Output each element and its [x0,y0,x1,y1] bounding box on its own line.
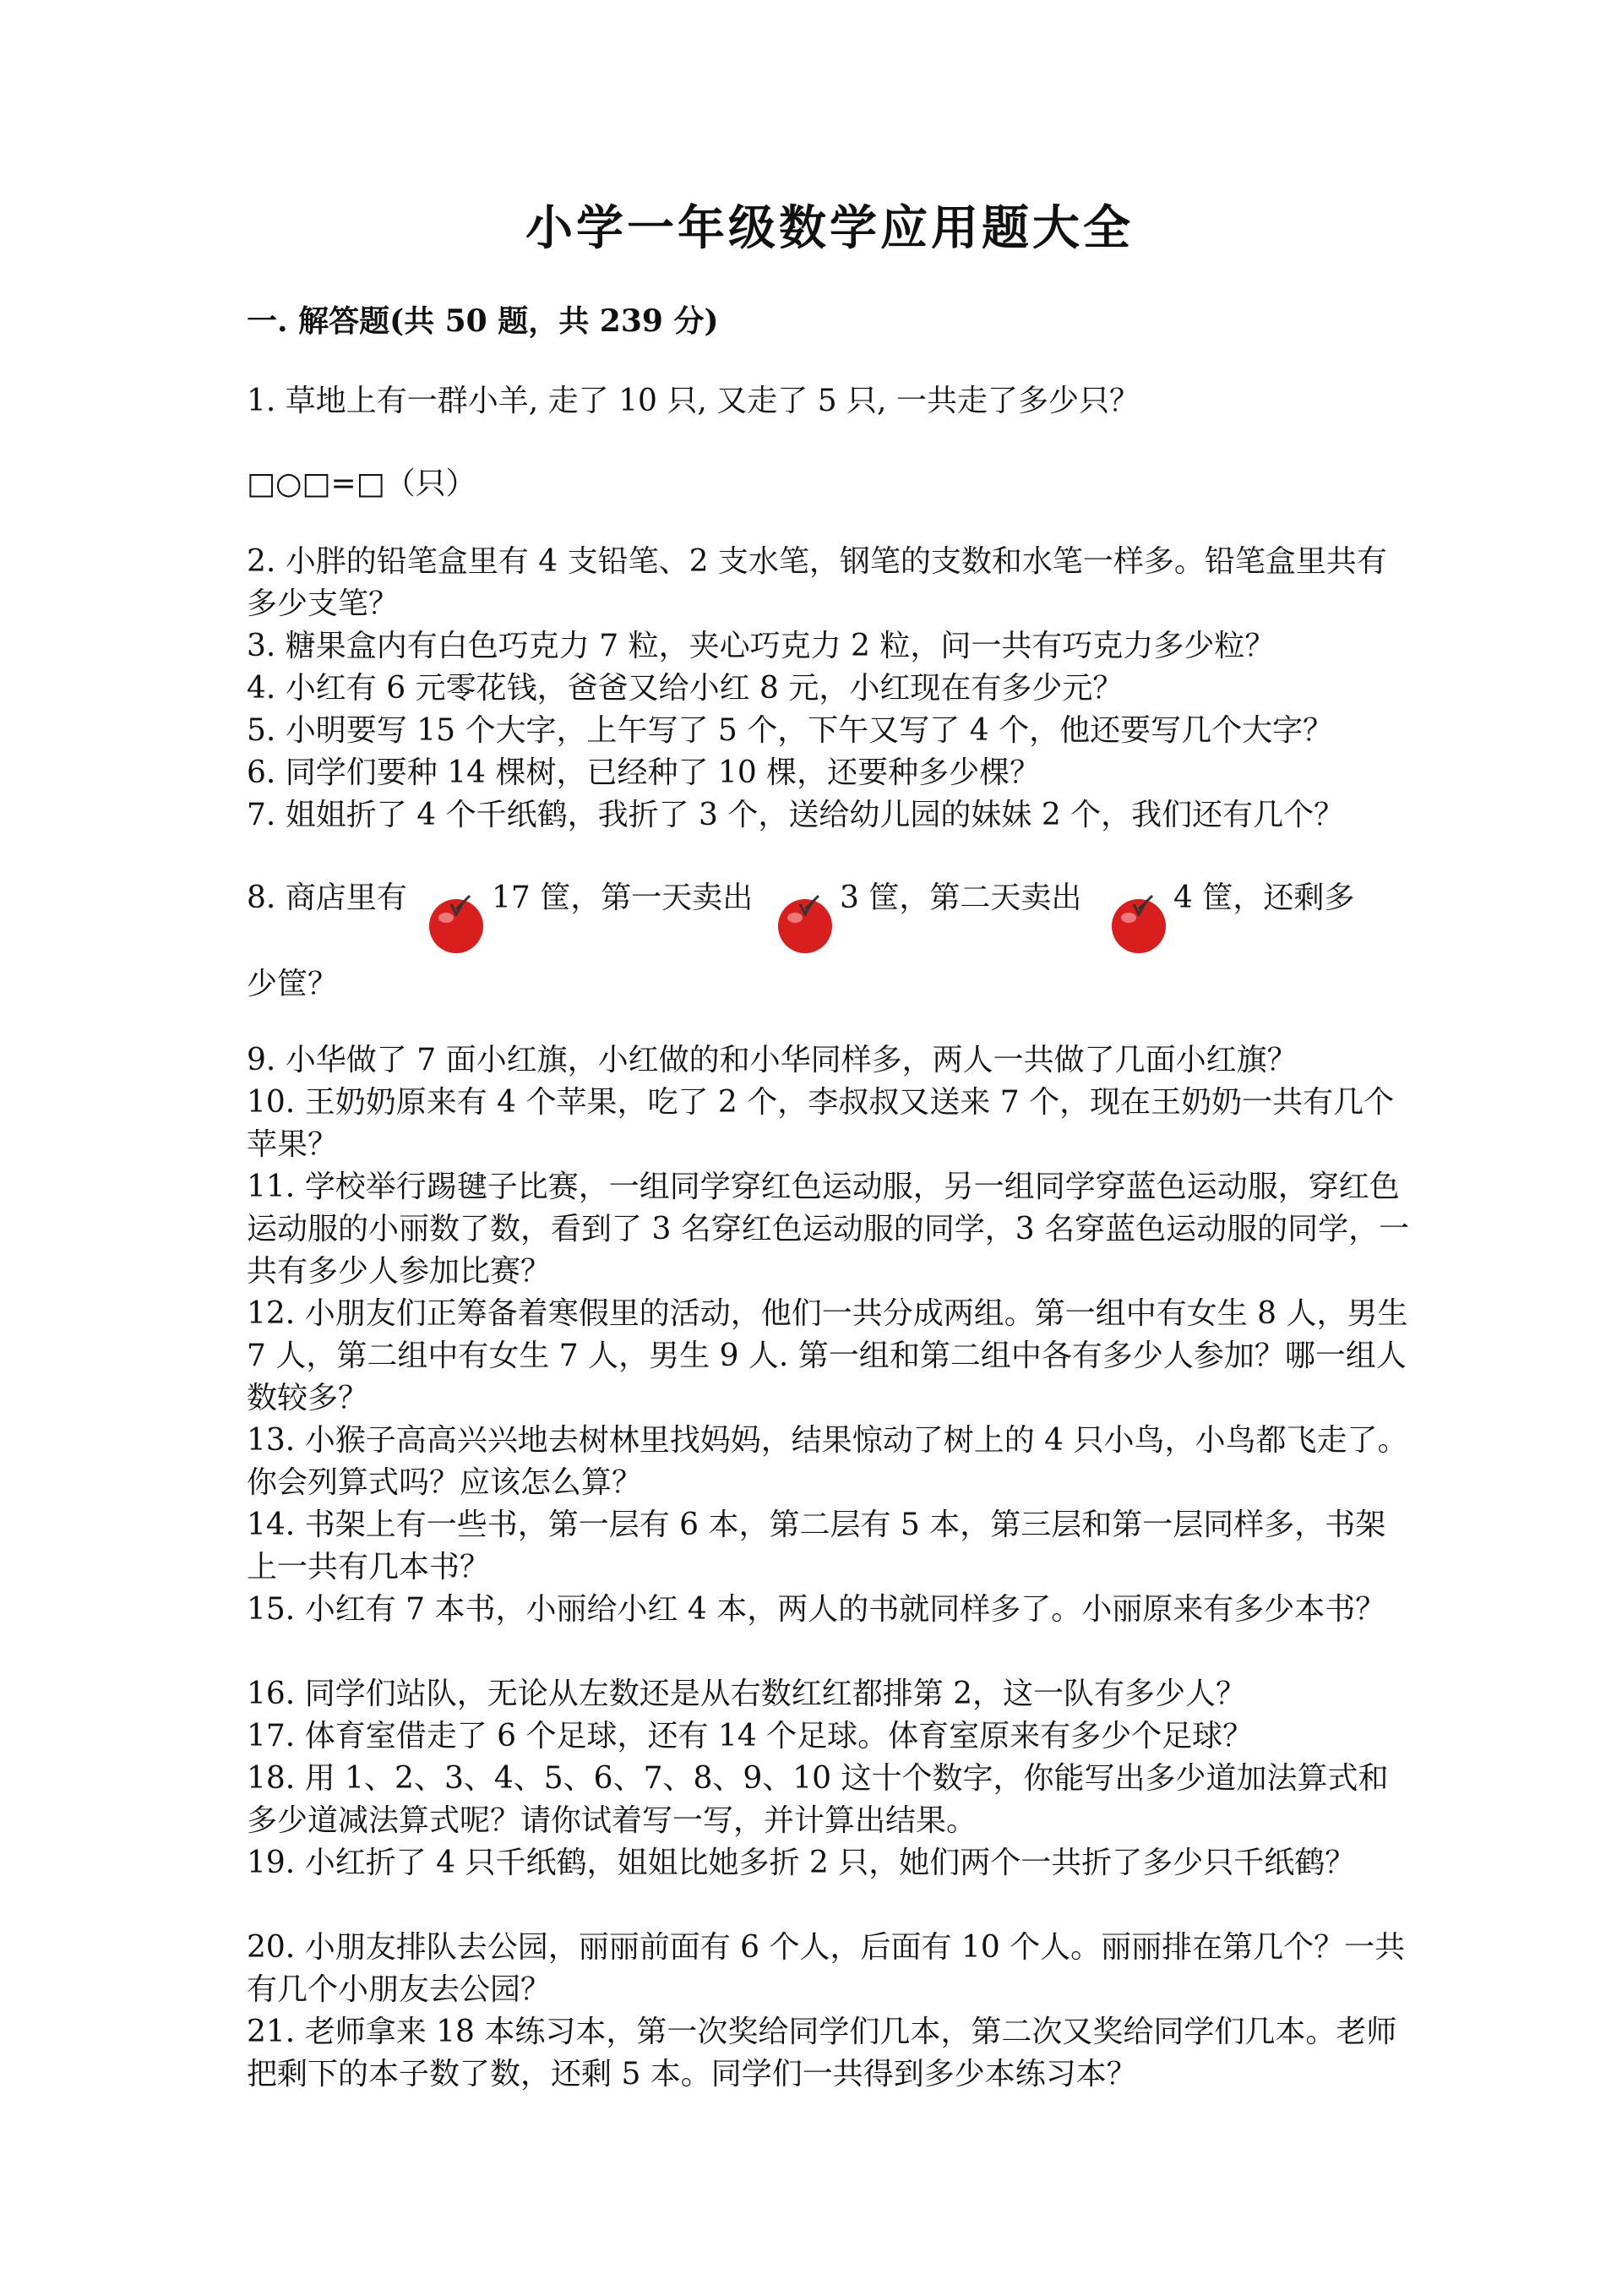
question-15: 15. 小红有 7 本书，小丽给小红 4 本，两人的书就同样多了。小丽原来有多少本书？ [247,1592,1386,1627]
question-8-part-4: 4 筐，还剩多 [1173,881,1355,915]
question-11: 11. 学校举行踢毽子比赛，一组同学穿红色运动服，另一组同学穿蓝色运动服，穿红色运动服的小丽数了数，看到了 3 名穿红色运动服的同学，3 名穿蓝色运动服的同学，一共有多少人参加比赛？ [247,1170,1410,1289]
question-5: 5. 小明要写 15 个大字，上午写了 5 个，下午又写了 4 个，他还要写几个大字？ [247,713,1334,748]
question-12: 12. 小朋友们正筹备着寒假里的活动，他们一共分成两组。第一组中有女生 8 人，男生 7 人，第二组中有女生 7 人，男生 9 人. 第一组和第二组中各有多少人参加？哪一组人数较多？ [247,1296,1418,1415]
question-8-part-3: 3 筐，第二天卖出 [840,881,1082,915]
question-17: 17. 体育室借走了 6 个足球，还有 14 个足球。体育室原来有多少个足球？ [247,1719,1254,1753]
question-18: 18. 用 1、2、3、4、5、6、7、8、9、10 这十个数字，你能写出多少道加法算式和多少道减法算式呢？请你试着写一写，并计算出结果。 [247,1761,1389,1838]
question-19: 19. 小红折了 4 只千纸鹤，姐姐比她多折 2 只，她们两个一共折了多少只千纸鹤？ [247,1846,1356,1880]
question-7: 7. 姐姐折了 4 个千纸鹤，我折了 3 个，送给幼儿园的妹妹 2 个，我们还有几个？ [247,798,1345,832]
question-4: 4. 小红有 6 元零花钱，爸爸又给小红 8 元，小红现在有多少元？ [247,671,1124,706]
question-1-answer-template: □○□=□（只） [247,466,476,501]
question-13: 13. 小猴子高高兴兴地去树林里找妈妈，结果惊动了树上的 4 只小鸟，小鸟都飞走了。你会列算式吗？应该怎么算？ [247,1423,1408,1500]
question-8-part-2: 17 筐，第一天卖出 [492,881,754,915]
question-8-continued: 少筐？ [247,967,339,1001]
question-6: 6. 同学们要种 14 棵树，已经种了 10 棵，还要种多少棵？ [247,755,1041,790]
apple-icon [775,892,835,955]
question-14: 14. 书架上有一些书，第一层有 6 本，第二层有 5 本，第三层和第一层同样多，书架上一共有几本书？ [247,1508,1386,1584]
apple-icon [1108,892,1169,955]
question-2: 2. 小胖的铅笔盒里有 4 支铅笔、2 支水笔，钢笔的支数和水笔一样多。铅笔盒里共有多少支笔？ [247,544,1387,621]
question-9: 9. 小华做了 7 面小红旗，小红做的和小华同样多，两人一共做了几面小红旗？ [247,1043,1298,1077]
page-title: 小学一年级数学应用题大全 [525,200,1134,256]
question-10: 10. 王奶奶原来有 4 个苹果，吃了 2 个，李叔叔又送来 7 个，现在王奶奶一共有几个苹果？ [247,1085,1395,1162]
question-3: 3. 糖果盒内有白色巧克力 7 粒，夹心巧克力 2 粒，问一共有巧克力多少粒？ [247,629,1276,663]
question-20: 20. 小朋友排队去公园，丽丽前面有 6 个人，后面有 10 个人。丽丽排在第几个？一共有几个小朋友去公园？ [247,1930,1406,2007]
question-16: 16. 同学们站队，无论从左数还是从右数红红都排第 2，这一队有多少人？ [247,1677,1247,1711]
apple-icon [426,892,487,955]
question-8 [247,877,1412,970]
question-21: 21. 老师拿来 18 本练习本，第一次奖给同学们几本，第二次又奖给同学们几本。老师把剩下的本子数了数，还剩 5 本。同学们一共得到多少本练习本？ [247,2015,1397,2091]
question-8-part-1: 8. 商店里有 [247,881,407,915]
section-heading: 一. 解答题(共 50 题，共 239 分) [247,303,719,339]
question-1: 1. 草地上有一群小羊, 走了 10 只, 又走了 5 只, 一共走了多少只？ [247,384,1140,418]
worksheet-page [247,0,1418,2296]
